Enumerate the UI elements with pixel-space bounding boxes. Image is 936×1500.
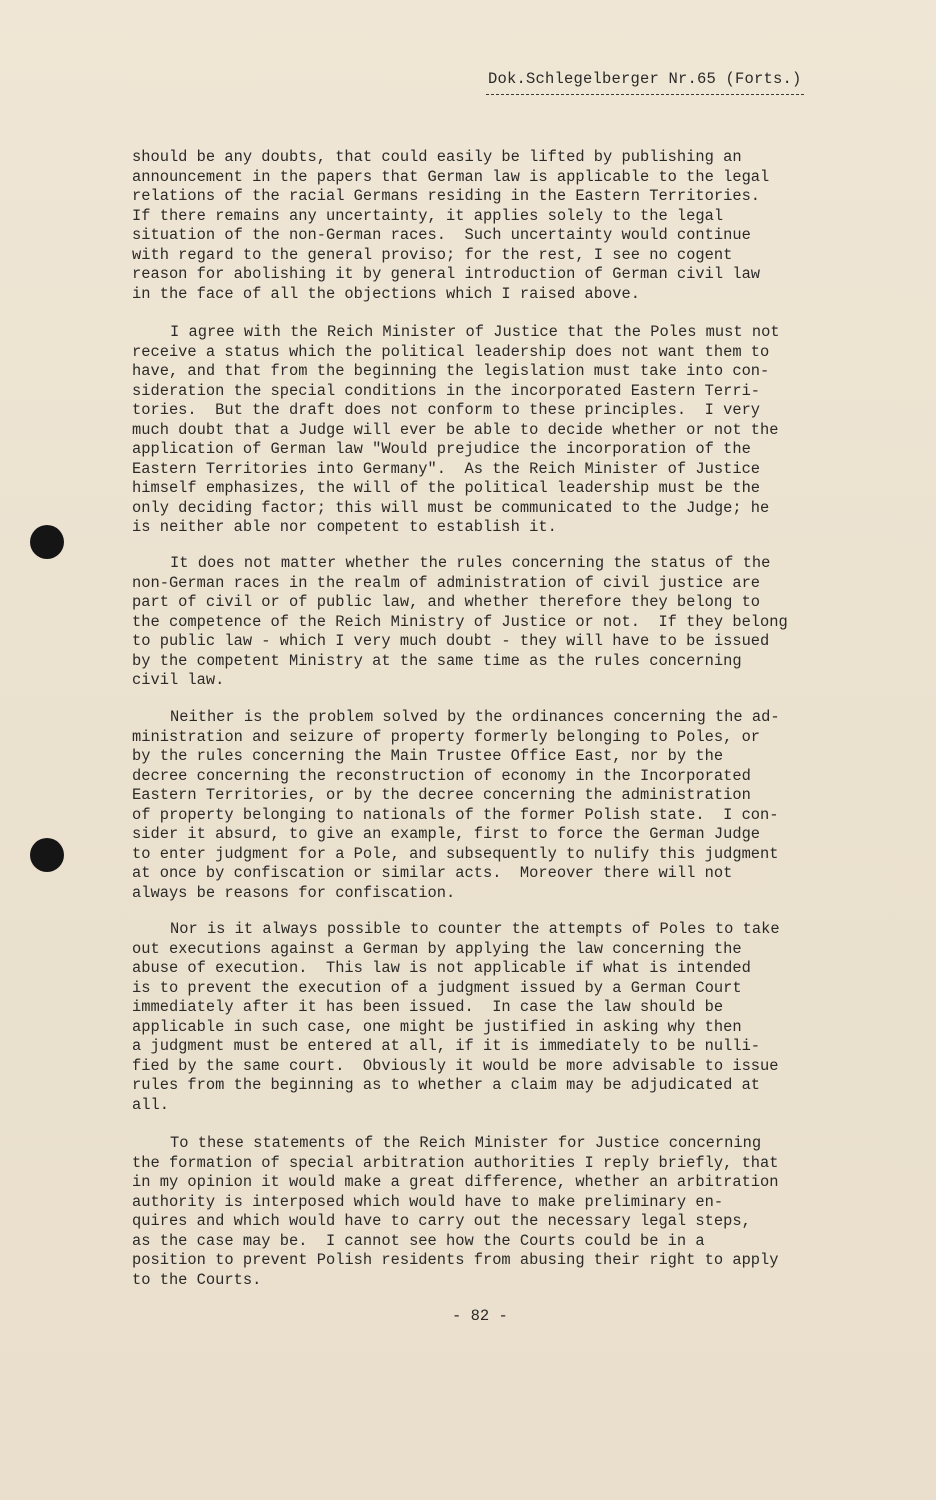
text-line: To these statements of the Reich Minister for Justice concerning <box>170 1134 762 1152</box>
text-line: reason for abolishing it by general introduction of German civil law <box>132 265 761 283</box>
text-line: is neither able nor competent to establish it. <box>132 518 557 536</box>
text-line: out executions against a German by applying the law concerning the <box>132 939 742 958</box>
text-line: the competence of the Reich Ministry of Justice or not. If they belong <box>132 612 788 631</box>
text-line: Nor is it always possible to counter the attempts of Poles to take <box>170 920 780 938</box>
text-line: to enter judgment for a Pole, and subsequently to nulify this judgment <box>132 844 779 863</box>
text-line: rules from the beginning as to whether a claim may be adjudicated at <box>132 1076 761 1094</box>
paragraph-6 <box>132 1134 779 1290</box>
paragraph-1 <box>132 148 769 304</box>
text-line: is to prevent the execution of a judgment issued by a German Court <box>132 978 742 997</box>
text-line: Eastern Territories into Germany". As the Reich Minister of Justice <box>132 459 761 478</box>
text-line: only deciding factor; this will must be communicated to the Judge; he <box>132 498 770 517</box>
text-line: situation of the non-German races. Such uncertainty would continue <box>132 226 751 244</box>
text-line: at once by confiscation or similar acts. Moreover there will not <box>132 864 733 882</box>
text-line: have, and that from the beginning the legislation must take into con- <box>132 362 770 380</box>
text-line: application of German law "Would prejudice the incorporation of the <box>132 440 751 458</box>
text-line: to public law - which I very much doubt - they will have to be issued <box>132 632 770 650</box>
paragraph-5 <box>132 920 780 1115</box>
text-line: receive a status which the political leadership does not want them to <box>132 342 770 361</box>
text-line: ministration and seizure of property formerly belonging to Poles, or <box>132 727 761 746</box>
text-line: authority is interposed which would have to make preliminary en- <box>132 1192 724 1211</box>
paragraph-4 <box>132 708 780 903</box>
text-line: If there remains any uncertainty, it applies solely to the legal <box>132 206 724 225</box>
text-line: to the Courts. <box>132 1270 262 1289</box>
text-line: quires and which would have to carry out the necessary legal steps, <box>132 1212 751 1230</box>
paragraph-2 <box>132 323 780 538</box>
paragraph-3 <box>132 554 788 691</box>
text-line: in my opinion it would make a great difference, whether an arbitration <box>132 1173 779 1191</box>
text-line: by the competent Ministry at the same time as the rules concerning <box>132 651 742 670</box>
page-number: - 82 - <box>452 1307 508 1325</box>
text-line: with regard to the general proviso; for the rest, I see no cogent <box>132 245 733 264</box>
text-line: tories. But the draft does not conform to these principles. I very <box>132 401 761 419</box>
text-line: Neither is the problem solved by the ordinances concerning the ad- <box>170 708 780 726</box>
text-line: Eastern Territories, or by the decree concerning the administration <box>132 786 751 804</box>
text-line: fied by the same court. Obviously it would be more advisable to issue <box>132 1056 779 1075</box>
text-line: of property belonging to nationals of the former Polish state. I con- <box>132 805 779 824</box>
text-line: abuse of execution. This law is not applicable if what is intended <box>132 959 751 977</box>
text-line: by the rules concerning the Main Trustee Office East, nor by the <box>132 747 724 765</box>
text-line: immediately after it has been issued. In case the law should be <box>132 998 724 1016</box>
text-line: in the face of all the objections which I raised above. <box>132 284 640 303</box>
text-line: decree concerning the reconstruction of economy in the Incorporated <box>132 766 751 785</box>
text-line: part of civil or of public law, and whether therefore they belong to <box>132 593 761 611</box>
text-line: should be any doubts, that could easily be lifted by publishing an <box>132 148 742 166</box>
text-line: always be reasons for confiscation. <box>132 883 456 902</box>
text-line: civil law. <box>132 671 225 689</box>
text-line: sider it absurd, to give an example, first to force the German Judge <box>132 825 761 843</box>
text-line: I agree with the Reich Minister of Justice that the Poles must not <box>170 323 780 341</box>
document-reference: Dok.Schlegelberger Nr.65 (Forts.) <box>488 70 802 88</box>
text-line: relations of the racial Germans residing in the Eastern Territories. <box>132 187 761 205</box>
text-line: all. <box>132 1095 169 1114</box>
text-line: the formation of special arbitration authorities I reply briefly, that <box>132 1153 779 1172</box>
text-line: a judgment must be entered at all, if it is immediately to be nulli- <box>132 1037 761 1055</box>
punch-hole-bottom <box>30 838 64 872</box>
text-line: announcement in the papers that German law is applicable to the legal <box>132 167 770 186</box>
text-line: applicable in such case, one might be justified in asking why then <box>132 1017 742 1036</box>
header-underline <box>486 94 804 95</box>
text-line: much doubt that a Judge will ever be able to decide whether or not the <box>132 420 779 439</box>
text-line: sideration the special conditions in the incorporated Eastern Terri- <box>132 381 761 400</box>
text-line: It does not matter whether the rules concerning the status of the <box>170 554 771 572</box>
text-line: as the case may be. I cannot see how the Courts could be in a <box>132 1231 705 1250</box>
text-line: non-German races in the realm of administration of civil justice are <box>132 573 761 592</box>
text-line: himself emphasizes, the will of the political leadership must be the <box>132 479 761 497</box>
text-line: position to prevent Polish residents from abusing their right to apply <box>132 1251 779 1269</box>
punch-hole-top <box>30 525 64 559</box>
